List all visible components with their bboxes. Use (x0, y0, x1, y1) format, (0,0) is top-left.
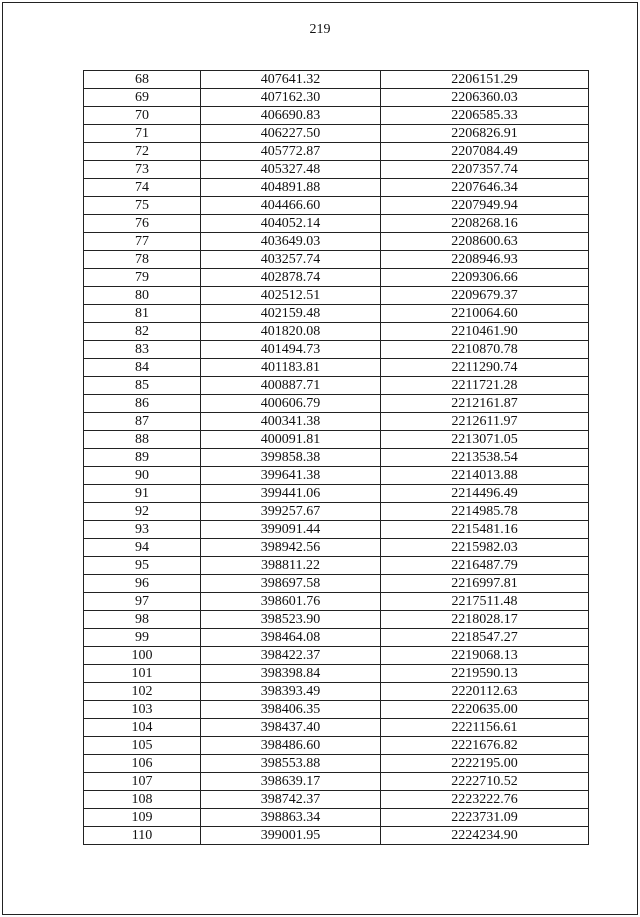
table-row (84, 107, 589, 125)
table-row (84, 125, 589, 143)
y-coordinate-cell: 2212161.87 (381, 395, 589, 413)
x-coordinate-cell: 399257.67 (201, 503, 381, 521)
point-number-cell: 98 (84, 611, 201, 629)
x-coordinate-cell: 398942.56 (201, 539, 381, 557)
x-coordinate-cell: 398464.08 (201, 629, 381, 647)
y-coordinate-cell: 2213071.05 (381, 431, 589, 449)
x-coordinate-cell: 399858.38 (201, 449, 381, 467)
y-coordinate-cell: 2210064.60 (381, 305, 589, 323)
table-row (84, 683, 589, 701)
point-number-cell: 71 (84, 125, 201, 143)
point-number-cell: 105 (84, 737, 201, 755)
y-coordinate-cell: 2216487.79 (381, 557, 589, 575)
table-row (84, 827, 589, 845)
y-coordinate-cell: 2210870.78 (381, 341, 589, 359)
x-coordinate-cell: 402159.48 (201, 305, 381, 323)
table-row (84, 701, 589, 719)
x-coordinate-cell: 405327.48 (201, 161, 381, 179)
x-coordinate-cell: 402512.51 (201, 287, 381, 305)
table-row (84, 665, 589, 683)
x-coordinate-cell: 399641.38 (201, 467, 381, 485)
x-coordinate-cell: 398601.76 (201, 593, 381, 611)
x-coordinate-cell: 404466.60 (201, 197, 381, 215)
x-coordinate-cell: 398486.60 (201, 737, 381, 755)
y-coordinate-cell: 2215481.16 (381, 521, 589, 539)
point-number-cell: 80 (84, 287, 201, 305)
table-row (84, 215, 589, 233)
table-row (84, 773, 589, 791)
table-row (84, 575, 589, 593)
point-number-cell: 70 (84, 107, 201, 125)
y-coordinate-cell: 2206151.29 (381, 71, 589, 89)
point-number-cell: 91 (84, 485, 201, 503)
point-number-cell: 92 (84, 503, 201, 521)
y-coordinate-cell: 2208600.63 (381, 233, 589, 251)
table-row (84, 755, 589, 773)
table-row (84, 593, 589, 611)
point-number-cell: 73 (84, 161, 201, 179)
point-number-cell: 100 (84, 647, 201, 665)
table-row (84, 791, 589, 809)
point-number-cell: 89 (84, 449, 201, 467)
table-row (84, 557, 589, 575)
table-row (84, 521, 589, 539)
y-coordinate-cell: 2223222.76 (381, 791, 589, 809)
y-coordinate-cell: 2208268.16 (381, 215, 589, 233)
x-coordinate-cell: 403649.03 (201, 233, 381, 251)
x-coordinate-cell: 398742.37 (201, 791, 381, 809)
x-coordinate-cell: 400887.71 (201, 377, 381, 395)
y-coordinate-cell: 2219590.13 (381, 665, 589, 683)
x-coordinate-cell: 399091.44 (201, 521, 381, 539)
x-coordinate-cell: 405772.87 (201, 143, 381, 161)
point-number-cell: 83 (84, 341, 201, 359)
y-coordinate-cell: 2209679.37 (381, 287, 589, 305)
y-coordinate-cell: 2216997.81 (381, 575, 589, 593)
x-coordinate-cell: 398393.49 (201, 683, 381, 701)
y-coordinate-cell: 2212611.97 (381, 413, 589, 431)
point-number-cell: 90 (84, 467, 201, 485)
x-coordinate-cell: 402878.74 (201, 269, 381, 287)
table-row (84, 71, 589, 89)
table-row (84, 305, 589, 323)
point-number-cell: 101 (84, 665, 201, 683)
x-coordinate-cell: 401183.81 (201, 359, 381, 377)
y-coordinate-cell: 2222195.00 (381, 755, 589, 773)
point-number-cell: 78 (84, 251, 201, 269)
point-number-cell: 74 (84, 179, 201, 197)
x-coordinate-cell: 400091.81 (201, 431, 381, 449)
x-coordinate-cell: 403257.74 (201, 251, 381, 269)
y-coordinate-cell: 2207646.34 (381, 179, 589, 197)
table-row (84, 467, 589, 485)
point-number-cell: 103 (84, 701, 201, 719)
point-number-cell: 95 (84, 557, 201, 575)
y-coordinate-cell: 2217511.48 (381, 593, 589, 611)
x-coordinate-cell: 398437.40 (201, 719, 381, 737)
point-number-cell: 104 (84, 719, 201, 737)
x-coordinate-cell: 398553.88 (201, 755, 381, 773)
table-row (84, 197, 589, 215)
x-coordinate-cell: 398863.34 (201, 809, 381, 827)
table-row (84, 539, 589, 557)
x-coordinate-cell: 398523.90 (201, 611, 381, 629)
y-coordinate-cell: 2208946.93 (381, 251, 589, 269)
table-row (84, 647, 589, 665)
point-number-cell: 108 (84, 791, 201, 809)
point-number-cell: 75 (84, 197, 201, 215)
point-number-cell: 109 (84, 809, 201, 827)
table-row (84, 287, 589, 305)
table-row (84, 251, 589, 269)
x-coordinate-cell: 398639.17 (201, 773, 381, 791)
x-coordinate-cell: 407162.30 (201, 89, 381, 107)
point-number-cell: 86 (84, 395, 201, 413)
x-coordinate-cell: 398422.37 (201, 647, 381, 665)
point-number-cell: 76 (84, 215, 201, 233)
point-number-cell: 96 (84, 575, 201, 593)
table-row (84, 809, 589, 827)
point-number-cell: 107 (84, 773, 201, 791)
table-row (84, 161, 589, 179)
y-coordinate-cell: 2213538.54 (381, 449, 589, 467)
point-number-cell: 87 (84, 413, 201, 431)
point-number-cell: 82 (84, 323, 201, 341)
y-coordinate-cell: 2207084.49 (381, 143, 589, 161)
table-row (84, 233, 589, 251)
y-coordinate-cell: 2220112.63 (381, 683, 589, 701)
y-coordinate-cell: 2218028.17 (381, 611, 589, 629)
point-number-cell: 93 (84, 521, 201, 539)
table-row (84, 89, 589, 107)
table-row (84, 269, 589, 287)
point-number-cell: 68 (84, 71, 201, 89)
y-coordinate-cell: 2206360.03 (381, 89, 589, 107)
y-coordinate-cell: 2207949.94 (381, 197, 589, 215)
point-number-cell: 72 (84, 143, 201, 161)
y-coordinate-cell: 2211721.28 (381, 377, 589, 395)
table-row (84, 323, 589, 341)
table-row (84, 449, 589, 467)
y-coordinate-cell: 2211290.74 (381, 359, 589, 377)
y-coordinate-cell: 2221156.61 (381, 719, 589, 737)
point-number-cell: 99 (84, 629, 201, 647)
x-coordinate-cell: 398811.22 (201, 557, 381, 575)
y-coordinate-cell: 2214496.49 (381, 485, 589, 503)
table-row (84, 341, 589, 359)
point-number-cell: 94 (84, 539, 201, 557)
x-coordinate-cell: 398398.84 (201, 665, 381, 683)
table-row (84, 413, 589, 431)
table-row (84, 179, 589, 197)
y-coordinate-cell: 2209306.66 (381, 269, 589, 287)
y-coordinate-cell: 2220635.00 (381, 701, 589, 719)
x-coordinate-cell: 406690.83 (201, 107, 381, 125)
coordinates-table (83, 70, 589, 845)
table-row (84, 395, 589, 413)
x-coordinate-cell: 404891.88 (201, 179, 381, 197)
y-coordinate-cell: 2215982.03 (381, 539, 589, 557)
table-row (84, 377, 589, 395)
point-number-cell: 77 (84, 233, 201, 251)
table-row (84, 431, 589, 449)
y-coordinate-cell: 2214985.78 (381, 503, 589, 521)
y-coordinate-cell: 2210461.90 (381, 323, 589, 341)
x-coordinate-cell: 399001.95 (201, 827, 381, 845)
point-number-cell: 85 (84, 377, 201, 395)
x-coordinate-cell: 407641.32 (201, 71, 381, 89)
y-coordinate-cell: 2214013.88 (381, 467, 589, 485)
point-number-cell: 88 (84, 431, 201, 449)
y-coordinate-cell: 2218547.27 (381, 629, 589, 647)
y-coordinate-cell: 2206826.91 (381, 125, 589, 143)
point-number-cell: 97 (84, 593, 201, 611)
x-coordinate-cell: 398406.35 (201, 701, 381, 719)
y-coordinate-cell: 2223731.09 (381, 809, 589, 827)
point-number-cell: 84 (84, 359, 201, 377)
y-coordinate-cell: 2222710.52 (381, 773, 589, 791)
point-number-cell: 106 (84, 755, 201, 773)
table-row (84, 719, 589, 737)
y-coordinate-cell: 2207357.74 (381, 161, 589, 179)
point-number-cell: 81 (84, 305, 201, 323)
y-coordinate-cell: 2219068.13 (381, 647, 589, 665)
table-row (84, 737, 589, 755)
table-row (84, 503, 589, 521)
coordinates-table-body (84, 71, 589, 845)
point-number-cell: 110 (84, 827, 201, 845)
x-coordinate-cell: 400341.38 (201, 413, 381, 431)
x-coordinate-cell: 401820.08 (201, 323, 381, 341)
table-row (84, 143, 589, 161)
table-row (84, 485, 589, 503)
x-coordinate-cell: 400606.79 (201, 395, 381, 413)
page-number: 219 (309, 22, 331, 37)
x-coordinate-cell: 401494.73 (201, 341, 381, 359)
point-number-cell: 102 (84, 683, 201, 701)
y-coordinate-cell: 2221676.82 (381, 737, 589, 755)
x-coordinate-cell: 404052.14 (201, 215, 381, 233)
table-row (84, 611, 589, 629)
point-number-cell: 79 (84, 269, 201, 287)
table-row (84, 629, 589, 647)
x-coordinate-cell: 406227.50 (201, 125, 381, 143)
x-coordinate-cell: 398697.58 (201, 575, 381, 593)
y-coordinate-cell: 2206585.33 (381, 107, 589, 125)
x-coordinate-cell: 399441.06 (201, 485, 381, 503)
table-row (84, 359, 589, 377)
y-coordinate-cell: 2224234.90 (381, 827, 589, 845)
point-number-cell: 69 (84, 89, 201, 107)
